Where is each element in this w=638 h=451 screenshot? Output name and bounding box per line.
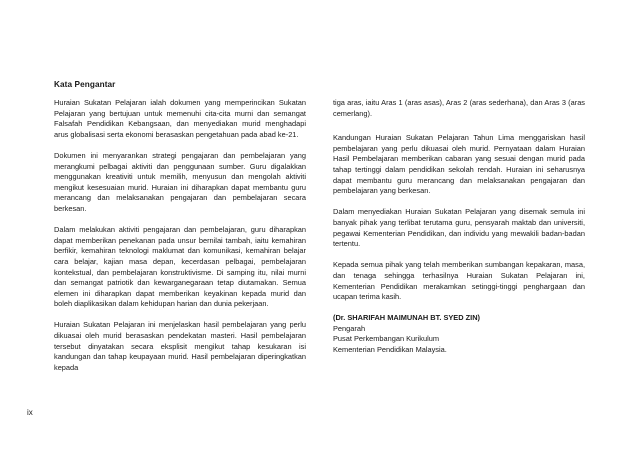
paragraph: Huraian Sukatan Pelajaran ialah dokumen yang memperincikan Sukatan Pelajaran yang bertujuan untuk memenuhi cita-cita murni dan semangat Falsafah Pendidikan Kebangsaan, dan menyediakan murid menghadapi arus globalisasi serta ekonomi berasaskan pengetahuan pada abad ke-21. — [54, 98, 306, 139]
paragraph: Dalam menyediakan Huraian Sukatan Pelajaran yang disemak semula ini banyak pihak yang terlibat terutama guru, pensyarah maktab dan universiti, pegawai Kementerian Pendidikan, dan individu yang mewakili badan-badan tertentu. — [333, 207, 585, 249]
right-column — [333, 98, 585, 356]
signature-department: Pusat Perkembangan Kurikulum — [333, 334, 439, 344]
left-column — [54, 98, 306, 384]
signature-name: (Dr. SHARIFAH MAIMUNAH BT. SYED ZIN) — [333, 313, 480, 323]
signature-title: Pengarah — [333, 323, 366, 333]
paragraph: Kepada semua pihak yang telah memberikan sumbangan kepakaran, masa, dan tenaga sehingga terhasilnya Huraian Sukatan Pelajaran ini, Kementerian Pendidikan merakamkan setinggi-tinggi penghargaan dan ucapan terima kasih. — [333, 260, 585, 302]
paragraph: Dalam melakukan aktiviti pengajaran dan pembelajaran, guru diharapkan dapat memberikan penekanan pada unsur bernilai tambah, iaitu kemahiran berfikir, kemahiran teknologi maklumat dan komunikasi, kemahiran belajar cara belajar, kajian masa depan, kecerdasan pelbagai, pembelajaran kontekstual, dan pembelajaran konstruktivisme. Di samping itu, nilai murni dan semangat patriotik dan kewarganegaraan tetap diutamakan. Semua elemen ini diharapkan dapat memberikan keyakinan kepada murid dan boleh diaplikasikan dalam kehidupan harian dan dunia pekerjaan. — [54, 225, 306, 309]
paragraph: Kandungan Huraian Sukatan Pelajaran Tahun Lima menggariskan hasil pembelajaran yang perlu dikuasai oleh murid. Pernyataan dalam Huraian Hasil Pembelajaran memberikan cabaran yang sesuai dengan murid pada tahap tertinggi dalam pendidikan sekolah rendah. Huraian ini seharusnya dapat membantu guru merancang dan melaksanakan pengajaran dan pembelajaran yang berkesan. — [333, 133, 585, 196]
page-number: ix — [27, 408, 33, 417]
page-heading: Kata Pengantar — [54, 80, 116, 89]
paragraph: tiga aras, iaitu Aras 1 (aras asas), Aras 2 (aras sederhana), dan Aras 3 (aras cemerlang). — [333, 98, 585, 118]
signature-ministry: Kementerian Pendidikan Malaysia. — [333, 345, 447, 355]
paragraph: Dokumen ini menyarankan strategi pengajaran dan pembelajaran yang merangkumi pelbagai aktiviti dan penggunaan sumber. Guru digalakkan menggunakan kreativiti untuk memilih, menyusun dan mengolah aktiviti mengikut kesesuaian murid. Huraian ini diharapkan dapat membantu guru merancang dan melaksanakan pengajaran dan pembelajaran secara berkesan. — [54, 150, 306, 213]
paragraph: Huraian Sukatan Pelajaran ini menjelaskan hasil pembelajaran yang perlu dikuasai oleh murid berasaskan pendekatan masteri. Hasil pembelajaran tersebut dinyatakan secara eksplisit mengikut tahap kesukaran isi kandungan dan tahap keupayaan murid. Hasil pembelajaran diperingkatkan kepada — [54, 320, 306, 372]
signature-block — [333, 313, 585, 355]
